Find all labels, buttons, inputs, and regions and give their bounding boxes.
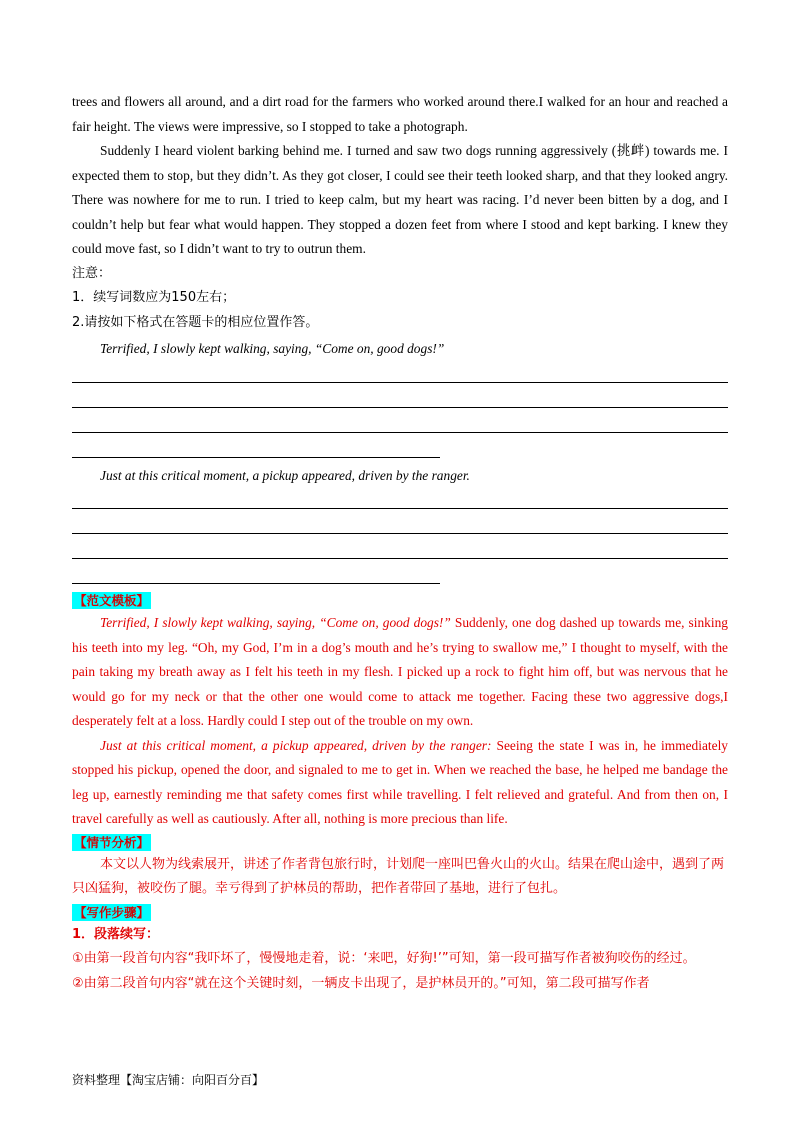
answer-lines-1 xyxy=(72,358,728,458)
document-page xyxy=(72,90,728,996)
story-paragraph-1: trees and flowers all around, and a dirt road for the farmers who worked around there.I walked for an hour and reached a fair height. The views were impressive, so I stopped to take a photograph. xyxy=(72,94,728,134)
story-paragraph-2: Suddenly I heard violent barking behind me. I turned and saw two dogs running aggressively (挑衅) towards me. I expected them to stop, but they didn’t. As they got closer, I could see their teeth looked sharp, and that they looked angry. There was nowhere for me to run. I tried to keep calm, but my heart was racing. I’d never been bitten by a dog, and I couldn’t help but fear what would happen. They stopped a dozen feet from where I stood and kept barking. I knew they could move fast, so I didn’t want to try to outrun them. xyxy=(72,143,728,256)
prompt-second-paragraph: Just at this critical moment, a pickup appeared, driven by the ranger. xyxy=(100,467,470,483)
notes-title: 注意： xyxy=(72,265,112,281)
analysis-tag: 【情节分析】 xyxy=(74,834,150,850)
sample-tag: 【范文模板】 xyxy=(74,593,150,608)
steps-tag: 【写作步骤】 xyxy=(74,904,150,920)
sample-paragraph-1-body: Suddenly, one dog dashed up towards me, sinking his teeth into my leg. “Oh, my God, I’m in a dog’s mouth and he’s trying to swallow me,” I thought to myself, with the pain taking my breath away as I felt his teeth in my flesh. I picked up a rock to fight him off, but was nervous that he would go for my neck or that the other one would come to attack me together. Facing these two aggressive dogs,I desperately felt at a loss. Hardly could I step out of the trouble on my own. xyxy=(72,615,728,728)
page-footer: 资料整理【淘宝店铺：向阳百分百】 xyxy=(72,1073,265,1087)
sample-paragraph-2-body: Seeing the state I was in, he immediately stopped his pickup, opened the door, and signaled to me to get in. When we reached the base, he helped me bandage the leg up, earnestly reminding me that safety comes first while travelling. I felt relieved and grateful. And from then on, I travel carefully as well as cautiously. After all, nothing is more precious than life. xyxy=(72,737,728,826)
answer-line xyxy=(72,408,728,433)
steps-item-1: ①由第一段首句内容“我吓坏了，慢慢地走着，说：‘来吧，好狗!’”可知，第一段可描写作者被狗咬伤的经过。 xyxy=(72,951,696,966)
sample-paragraph-2-lead: Just at this critical moment, a pickup appeared, driven by the ranger: xyxy=(100,737,492,753)
answer-line xyxy=(72,534,728,559)
answer-line xyxy=(72,383,728,408)
answer-line xyxy=(72,433,440,458)
steps-heading: 1．段落续写： xyxy=(72,926,160,942)
notes-item-2: 2.请按如下格式在答题卡的相应位置作答。 xyxy=(72,314,319,330)
sample-paragraph-1-lead: Terrified, I slowly kept walking, saying, “Come on, good dogs!” xyxy=(100,615,451,630)
prompt-first-paragraph: Terrified, I slowly kept walking, saying, “Come on, good dogs!” xyxy=(100,341,445,356)
answer-line xyxy=(72,509,728,534)
notes-item-1: 1．续写词数应为150左右； xyxy=(72,290,236,305)
answer-lines-2 xyxy=(72,484,728,584)
analysis-text: 本文以人物为线索展开，讲述了作者背包旅行时，计划爬一座叫巴鲁火山的火山。结果在爬山途中，遇到了两只凶猛狗，被咬伤了腿。幸亏得到了护林员的帮助，把作者带回了基地，进行了包扎。 xyxy=(72,856,725,896)
steps-item-2: ②由第二段首句内容“就在这个关键时刻，一辆皮卡出现了，是护林员开的。”可知，第二段可描写作者 xyxy=(72,975,650,991)
sample-paragraph-1 xyxy=(72,611,728,734)
sample-paragraph-2 xyxy=(72,734,728,832)
answer-line xyxy=(72,559,440,584)
